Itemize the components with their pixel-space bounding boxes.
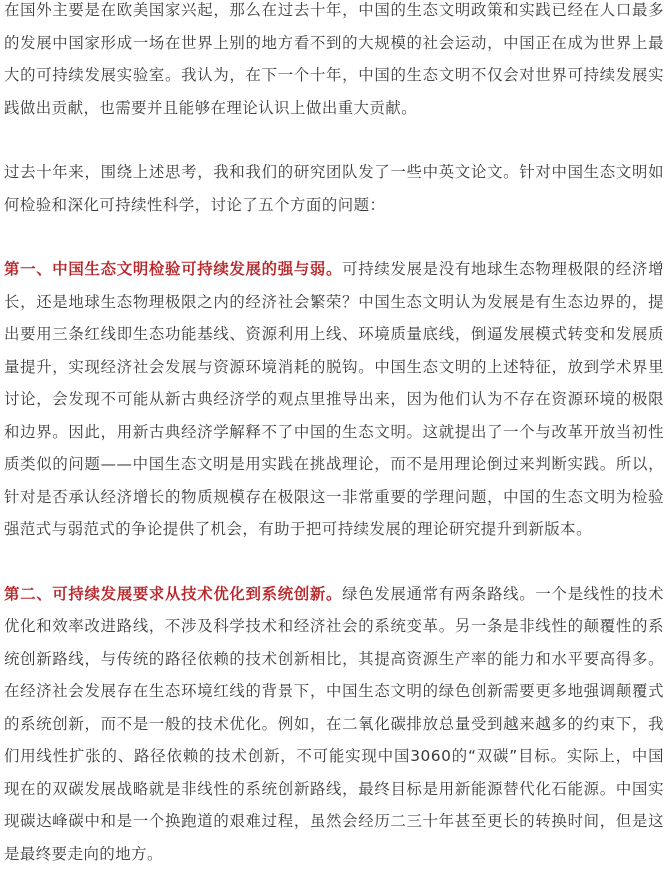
paragraph-text: 在国外主要是在欧美国家兴起，那么在过去十年，中国的生态文明政策和实践已经在人口最多的发展中国家形成一场在世界上别的地方看不到的大规模的社会运动，中国正在成为世界上最大的可持续发展实验室。我认为，在下一个十年，中国的生态文明不仅会对世界可持续发展实践做出贡献，也需要并且能够在理论认识上做出重大贡献。 [4,1,664,117]
section-heading: 第一、中国生态文明检验可持续发展的强与弱。 [4,260,342,278]
paragraph-text: 可持续发展是没有地球生态物理极限的经济增长，还是地球生态物理极限之内的经济社会繁荣？中国生态文明认为发展是有生态边界的，提出要用三条红线即生态功能基线、资源利用上线、环境质量底线，倒逼发展模式转变和发展质量提升，实现经济社会发展与资源环境消耗的脱钩。中国生态文明的上述特征，放到学术界里讨论，会发现不可能从新古典经济学的观点里推导出来，因为他们认为不存在资源环境的极限和边界。因此，用新古典经济学解释不了中国的生态文明。这就提出了一个与改革开放当初性质类似的问题——中国生态文明是用实践在挑战理论，而不是用理论倒过来判断实践。所以，针对是否承认经济增长的物质规模存在极限这一非常重要的学理问题，中国的生态文明为检验强范式与弱范式的争论提供了机会，有助于把可持续发展的理论研究提升到新版本。 [4,260,664,538]
paragraph-text: 过去十年来，围绕上述思考，我和我们的研究团队发了一些中英文论文。针对中国生态文明如何检验和深化可持续性科学，讨论了五个方面的问题： [4,163,664,214]
paragraph-point-two [4,578,664,870]
paragraph-text: 绿色发展通常有两条路线。一个是线性的技术优化和效率改进路线，不涉及科学技术和经济社会的系统变革。另一条是非线性的颠覆性的系统创新路线，与传统的路径依赖的技术创新相比，其提高资源生产率的能力和水平要高得多。在经济社会发展存在生态环境红线的背景下，中国生态文明的绿色创新需要更多地强调颠覆式的系统创新，而不是一般的技术优化。例如，在二氧化碳排放总量受到越来越多的约束下，我们用线性扩张的、路径依赖的技术创新，不可能实现中国3060的“双碳”目标。实际上，中国现在的双碳发展战略就是非线性的系统创新路线，最终目标是用新能源替代化石能源。中国实现碳达峰碳中和是一个换跑道的艰难过程，虽然会经历二三十年甚至更长的转换时间，但是这是最终要走向的地方。 [4,585,664,863]
paragraph-overview [4,156,664,221]
section-heading: 第二、可持续发展要求从技术优化到系统创新。 [4,585,342,603]
paragraph-intro [4,0,664,124]
paragraph-point-one [4,253,664,546]
